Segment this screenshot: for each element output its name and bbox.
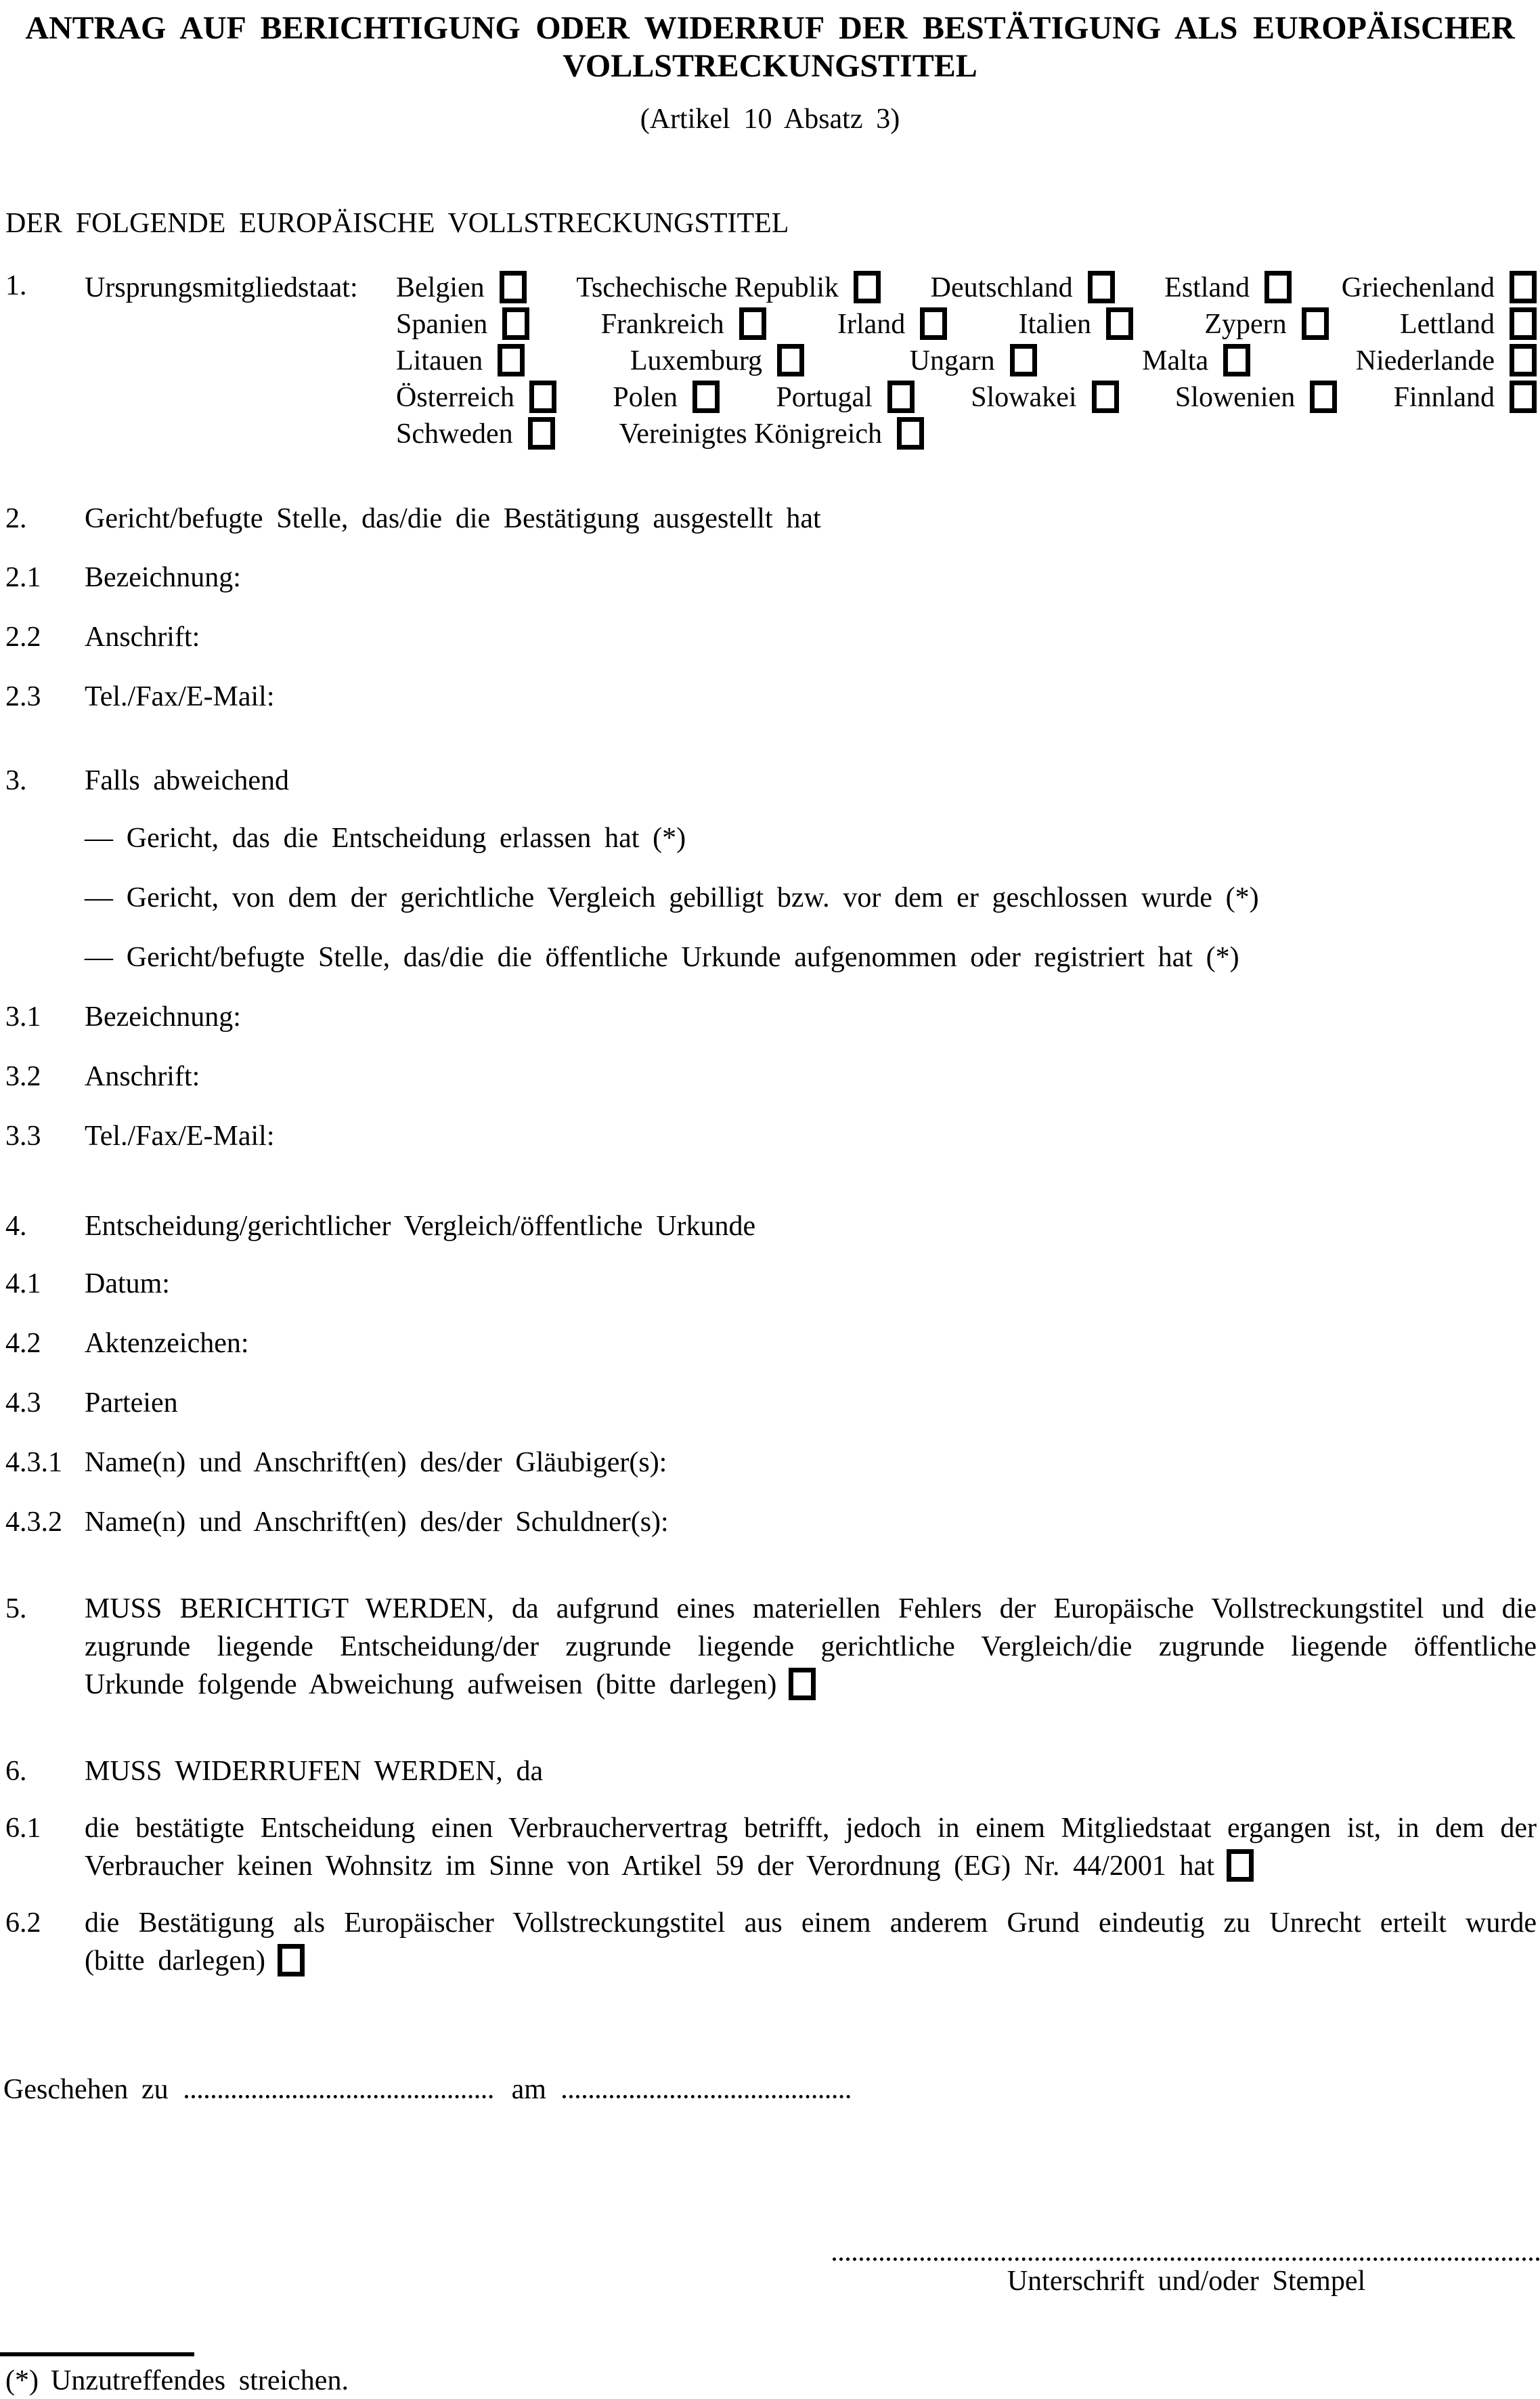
item-2-2 — [0, 621, 1537, 653]
item-3-2 — [0, 1060, 1537, 1093]
form-title-line1: ANTRAG AUF BERICHTIGUNG ODER WIDERRUF DER BESTÄTIGUNG ALS EUROPÄISCHER — [25, 10, 1515, 46]
luxemburg-checkbox[interactable] — [777, 344, 804, 376]
country-irland — [837, 306, 947, 343]
footnote — [0, 2364, 1537, 2397]
country-vereinigtes-koenigreich — [619, 416, 924, 452]
vereinigtes-koenigreich-checkbox[interactable] — [897, 417, 924, 450]
item-4-3-1-number: 4.3.1 — [5, 1447, 62, 1478]
item-5-line3-text: Urkunde folgende Abweichung aufweisen (bitte darlegen) — [85, 1669, 777, 1700]
signature-area — [833, 2234, 1540, 2297]
item-4-2-text: Aktenzeichen: — [85, 1328, 249, 1359]
item-6-2-line2-text: (bitte darlegen) — [85, 1945, 265, 1976]
item-4-3-number: 4.3 — [5, 1387, 41, 1419]
country-irland-label: Irland — [837, 309, 906, 340]
item-2-text: Gericht/befugte Stelle, das/die die Bestätigung ausgestellt hat — [85, 503, 821, 534]
intro-heading-text: DER FOLGENDE EUROPÄISCHE VOLLSTRECKUNGSTITEL — [5, 208, 789, 239]
country-malta — [1142, 343, 1250, 379]
item-1-origin-member-state — [0, 269, 1537, 452]
malta-checkbox[interactable] — [1223, 344, 1250, 376]
footnote-text: Unzutreffendes streichen. — [51, 2365, 349, 2396]
griechenland-checkbox[interactable] — [1510, 271, 1537, 303]
closing-am: am — [511, 2074, 546, 2105]
country-estland — [1164, 269, 1292, 306]
item-4-3-2-text: Name(n) und Anschrift(en) des/der Schuldner(s): — [85, 1507, 669, 1538]
estland-checkbox[interactable] — [1264, 271, 1292, 303]
item-1-number: 1. — [5, 270, 27, 301]
item-3-dash-1 — [0, 822, 1537, 855]
item-1-label: Ursprungsmitgliedstaat: — [85, 272, 358, 303]
country-niederlande — [1356, 343, 1537, 379]
country-niederlande-label: Niederlande — [1355, 345, 1495, 376]
country-vereinigtes-koenigreich-label: Vereinigtes Königreich — [619, 418, 883, 450]
item-4-3 — [0, 1387, 1537, 1419]
item-6 — [0, 1755, 1537, 1788]
item-6-number: 6. — [5, 1756, 27, 1787]
country-row-5 — [396, 416, 1537, 452]
country-tschechische-republik-label: Tschechische Republik — [576, 272, 839, 303]
item-3-number: 3. — [5, 765, 27, 796]
country-italien — [1019, 306, 1133, 343]
country-zypern-label: Zypern — [1204, 309, 1287, 340]
zypern-checkbox[interactable] — [1302, 307, 1329, 340]
item-2-1-text: Bezeichnung: — [85, 562, 241, 593]
country-spanien — [396, 306, 529, 343]
lettland-checkbox[interactable] — [1510, 307, 1537, 340]
country-oesterreich — [396, 379, 556, 416]
frankreich-checkbox[interactable] — [739, 307, 766, 340]
irland-checkbox[interactable] — [920, 307, 947, 340]
item-2-3 — [0, 680, 1537, 713]
country-malta-label: Malta — [1142, 345, 1209, 376]
footnote-marker: (*) — [5, 2365, 39, 2396]
item-2-3-text: Tel./Fax/E-Mail: — [85, 681, 275, 712]
country-row-2 — [396, 306, 1537, 343]
tschechische-republik-checkbox[interactable] — [854, 271, 881, 303]
spanien-checkbox[interactable] — [502, 307, 529, 340]
item-6-2-paragraph — [85, 1904, 1537, 1980]
item-3-3 — [0, 1120, 1537, 1152]
withdrawal-other-ground-checkbox[interactable] — [278, 1944, 305, 1976]
portugal-checkbox[interactable] — [887, 381, 915, 413]
place-input-line[interactable] — [185, 2072, 493, 2098]
item-6-1-line2-text: Verbraucher keinen Wohnsitz im Sinne von Artikel 59 der Verordnung (EG) Nr. 44/2001 hat — [85, 1851, 1214, 1882]
country-griechenland-label: Griechenland — [1341, 272, 1495, 303]
country-row-3 — [396, 343, 1537, 379]
slowakei-checkbox[interactable] — [1092, 381, 1119, 413]
item-6-text: MUSS WIDERRUFEN WERDEN, da — [85, 1756, 544, 1787]
country-spanien-label: Spanien — [396, 309, 488, 340]
italien-checkbox[interactable] — [1106, 307, 1133, 340]
item-6-1-number: 6.1 — [5, 1813, 41, 1844]
signature-line[interactable] — [833, 2234, 1540, 2261]
item-4-3-2-number: 4.3.2 — [5, 1507, 62, 1538]
country-portugal — [776, 379, 914, 416]
country-litauen-label: Litauen — [396, 345, 483, 376]
item-6-1-line1: die bestätigte Entscheidung einen Verbrauchervertrag betrifft, jedoch in einem Mitgliedstaat ergangen ist, in dem der — [85, 1813, 1537, 1844]
date-input-line[interactable] — [563, 2072, 850, 2098]
item-3-dash-2 — [0, 882, 1537, 914]
item-5-paragraph — [85, 1590, 1537, 1704]
country-slowenien-label: Slowenien — [1174, 382, 1296, 413]
item-6-1-paragraph — [85, 1809, 1537, 1885]
country-tschechische-republik — [576, 269, 881, 306]
item-4-3-2 — [0, 1506, 1537, 1538]
item-5-number: 5. — [5, 1593, 27, 1624]
item-5-line2: zugrunde liegende Entscheidung/der zugrunde liegende gerichtliche Vergleich/die zugrunde liegende öffentliche — [85, 1631, 1537, 1662]
item-2-3-number: 2.3 — [5, 681, 41, 712]
item-4-3-1-text: Name(n) und Anschrift(en) des/der Gläubiger(s): — [85, 1447, 667, 1478]
country-frankreich — [601, 306, 766, 343]
item-5-rectification — [0, 1590, 1537, 1704]
country-finnland-label: Finnland — [1393, 382, 1495, 413]
country-italien-label: Italien — [1018, 309, 1091, 340]
country-zypern — [1204, 306, 1328, 343]
country-row-4 — [396, 379, 1537, 416]
country-oesterreich-label: Österreich — [396, 382, 514, 413]
country-slowenien — [1175, 379, 1337, 416]
item-3-dash-3 — [0, 941, 1537, 974]
country-griechenland — [1342, 269, 1537, 306]
item-3-2-text: Anschrift: — [85, 1061, 200, 1092]
country-luxemburg — [630, 343, 804, 379]
deutschland-checkbox[interactable] — [1088, 271, 1115, 303]
belgien-checkbox[interactable] — [500, 271, 527, 303]
closing-line — [0, 2072, 1537, 2106]
item-2 — [0, 502, 1537, 535]
form-title — [0, 9, 1540, 85]
country-schweden-label: Schweden — [396, 418, 513, 450]
country-portugal-label: Portugal — [776, 382, 873, 413]
item-6-2-line2 — [85, 1942, 1537, 1980]
niederlande-checkbox[interactable] — [1510, 344, 1537, 376]
item-6-2 — [0, 1904, 1537, 1980]
item-3-dash-1-text: — Gericht, das die Entscheidung erlassen hat (*) — [85, 823, 686, 854]
country-polen — [613, 379, 720, 416]
country-checkbox-grid — [396, 269, 1537, 452]
country-finnland — [1394, 379, 1537, 416]
item-4-3-text: Parteien — [85, 1387, 178, 1419]
item-2-2-number: 2.2 — [5, 622, 41, 653]
form-subtitle: (Artikel 10 Absatz 3) — [640, 104, 900, 135]
item-3-dash-3-text: — Gericht/befugte Stelle, das/die die öffentliche Urkunde aufgenommen oder registriert hat (*) — [85, 942, 1239, 973]
item-6-2-number: 6.2 — [5, 1907, 41, 1939]
country-slowakei-label: Slowakei — [971, 382, 1077, 413]
item-2-1 — [0, 561, 1537, 594]
item-3-1-number: 3.1 — [5, 1001, 41, 1033]
closing-prefix: Geschehen zu — [3, 2074, 169, 2105]
country-lettland — [1400, 306, 1537, 343]
item-6-2-line1: die Bestätigung als Europäischer Vollstreckungstitel aus einem anderem Grund eindeutig zu Unrecht erteilt wurde — [85, 1907, 1537, 1939]
item-3-3-number: 3.3 — [5, 1121, 41, 1152]
withdrawal-consumer-checkbox[interactable] — [1227, 1849, 1254, 1882]
item-2-number: 2. — [5, 503, 27, 534]
item-3-dash-2-text: — Gericht, von dem der gerichtliche Vergleich gebilligt bzw. vor dem er geschlossen wurde (*) — [85, 882, 1259, 913]
intro-heading — [0, 207, 1537, 240]
country-polen-label: Polen — [613, 382, 678, 413]
item-4-1 — [0, 1268, 1537, 1300]
country-schweden — [396, 416, 555, 452]
item-3-2-number: 3.2 — [5, 1061, 41, 1092]
item-4-2-number: 4.2 — [5, 1328, 41, 1359]
country-row-1 — [396, 269, 1537, 306]
litauen-checkbox[interactable] — [498, 344, 525, 376]
country-luxemburg-label: Luxemburg — [630, 345, 763, 376]
footnote-rule — [0, 2352, 194, 2356]
country-ungarn-label: Ungarn — [909, 345, 995, 376]
country-frankreich-label: Frankreich — [600, 309, 724, 340]
item-3-1-text: Bezeichnung: — [85, 1001, 241, 1033]
item-5-line3 — [85, 1666, 1537, 1704]
item-4-1-number: 4.1 — [5, 1268, 41, 1299]
item-2-2-text: Anschrift: — [85, 622, 200, 653]
item-6-1 — [0, 1809, 1537, 1885]
item-3 — [0, 764, 1537, 797]
item-3-1 — [0, 1001, 1537, 1033]
rectification-checkbox[interactable] — [789, 1668, 816, 1700]
item-4-number: 4. — [5, 1211, 27, 1242]
slowenien-checkbox[interactable] — [1310, 381, 1337, 413]
schweden-checkbox[interactable] — [528, 417, 555, 450]
item-3-3-text: Tel./Fax/E-Mail: — [85, 1121, 275, 1152]
country-estland-label: Estland — [1164, 272, 1250, 303]
country-deutschland-label: Deutschland — [930, 272, 1073, 303]
item-2-1-number: 2.1 — [5, 562, 41, 593]
item-6-1-line2 — [85, 1847, 1537, 1885]
country-belgien-label: Belgien — [396, 272, 485, 303]
country-deutschland — [931, 269, 1115, 306]
item-4-text: Entscheidung/gerichtlicher Vergleich/öffentliche Urkunde — [85, 1211, 756, 1242]
polen-checkbox[interactable] — [692, 381, 720, 413]
ungarn-checkbox[interactable] — [1010, 344, 1037, 376]
oesterreich-checkbox[interactable] — [529, 381, 556, 413]
item-3-text: Falls abweichend — [85, 765, 289, 796]
country-belgien — [396, 269, 527, 306]
country-ungarn — [910, 343, 1037, 379]
item-4 — [0, 1210, 1537, 1242]
country-slowakei — [971, 379, 1118, 416]
item-4-2 — [0, 1327, 1537, 1360]
country-litauen — [396, 343, 525, 379]
signature-label: Unterschrift und/oder Stempel — [1007, 2266, 1366, 2297]
item-5-line1: MUSS BERICHTIGT WERDEN, da aufgrund eines materiellen Fehlers der Europäische Vollstreckungstitel und die — [85, 1593, 1537, 1624]
item-4-1-text: Datum: — [85, 1268, 170, 1299]
country-lettland-label: Lettland — [1400, 309, 1495, 340]
item-4-3-1 — [0, 1446, 1537, 1479]
form-title-line2: VOLLSTRECKUNGSTITEL — [563, 48, 977, 84]
finnland-checkbox[interactable] — [1510, 381, 1537, 413]
